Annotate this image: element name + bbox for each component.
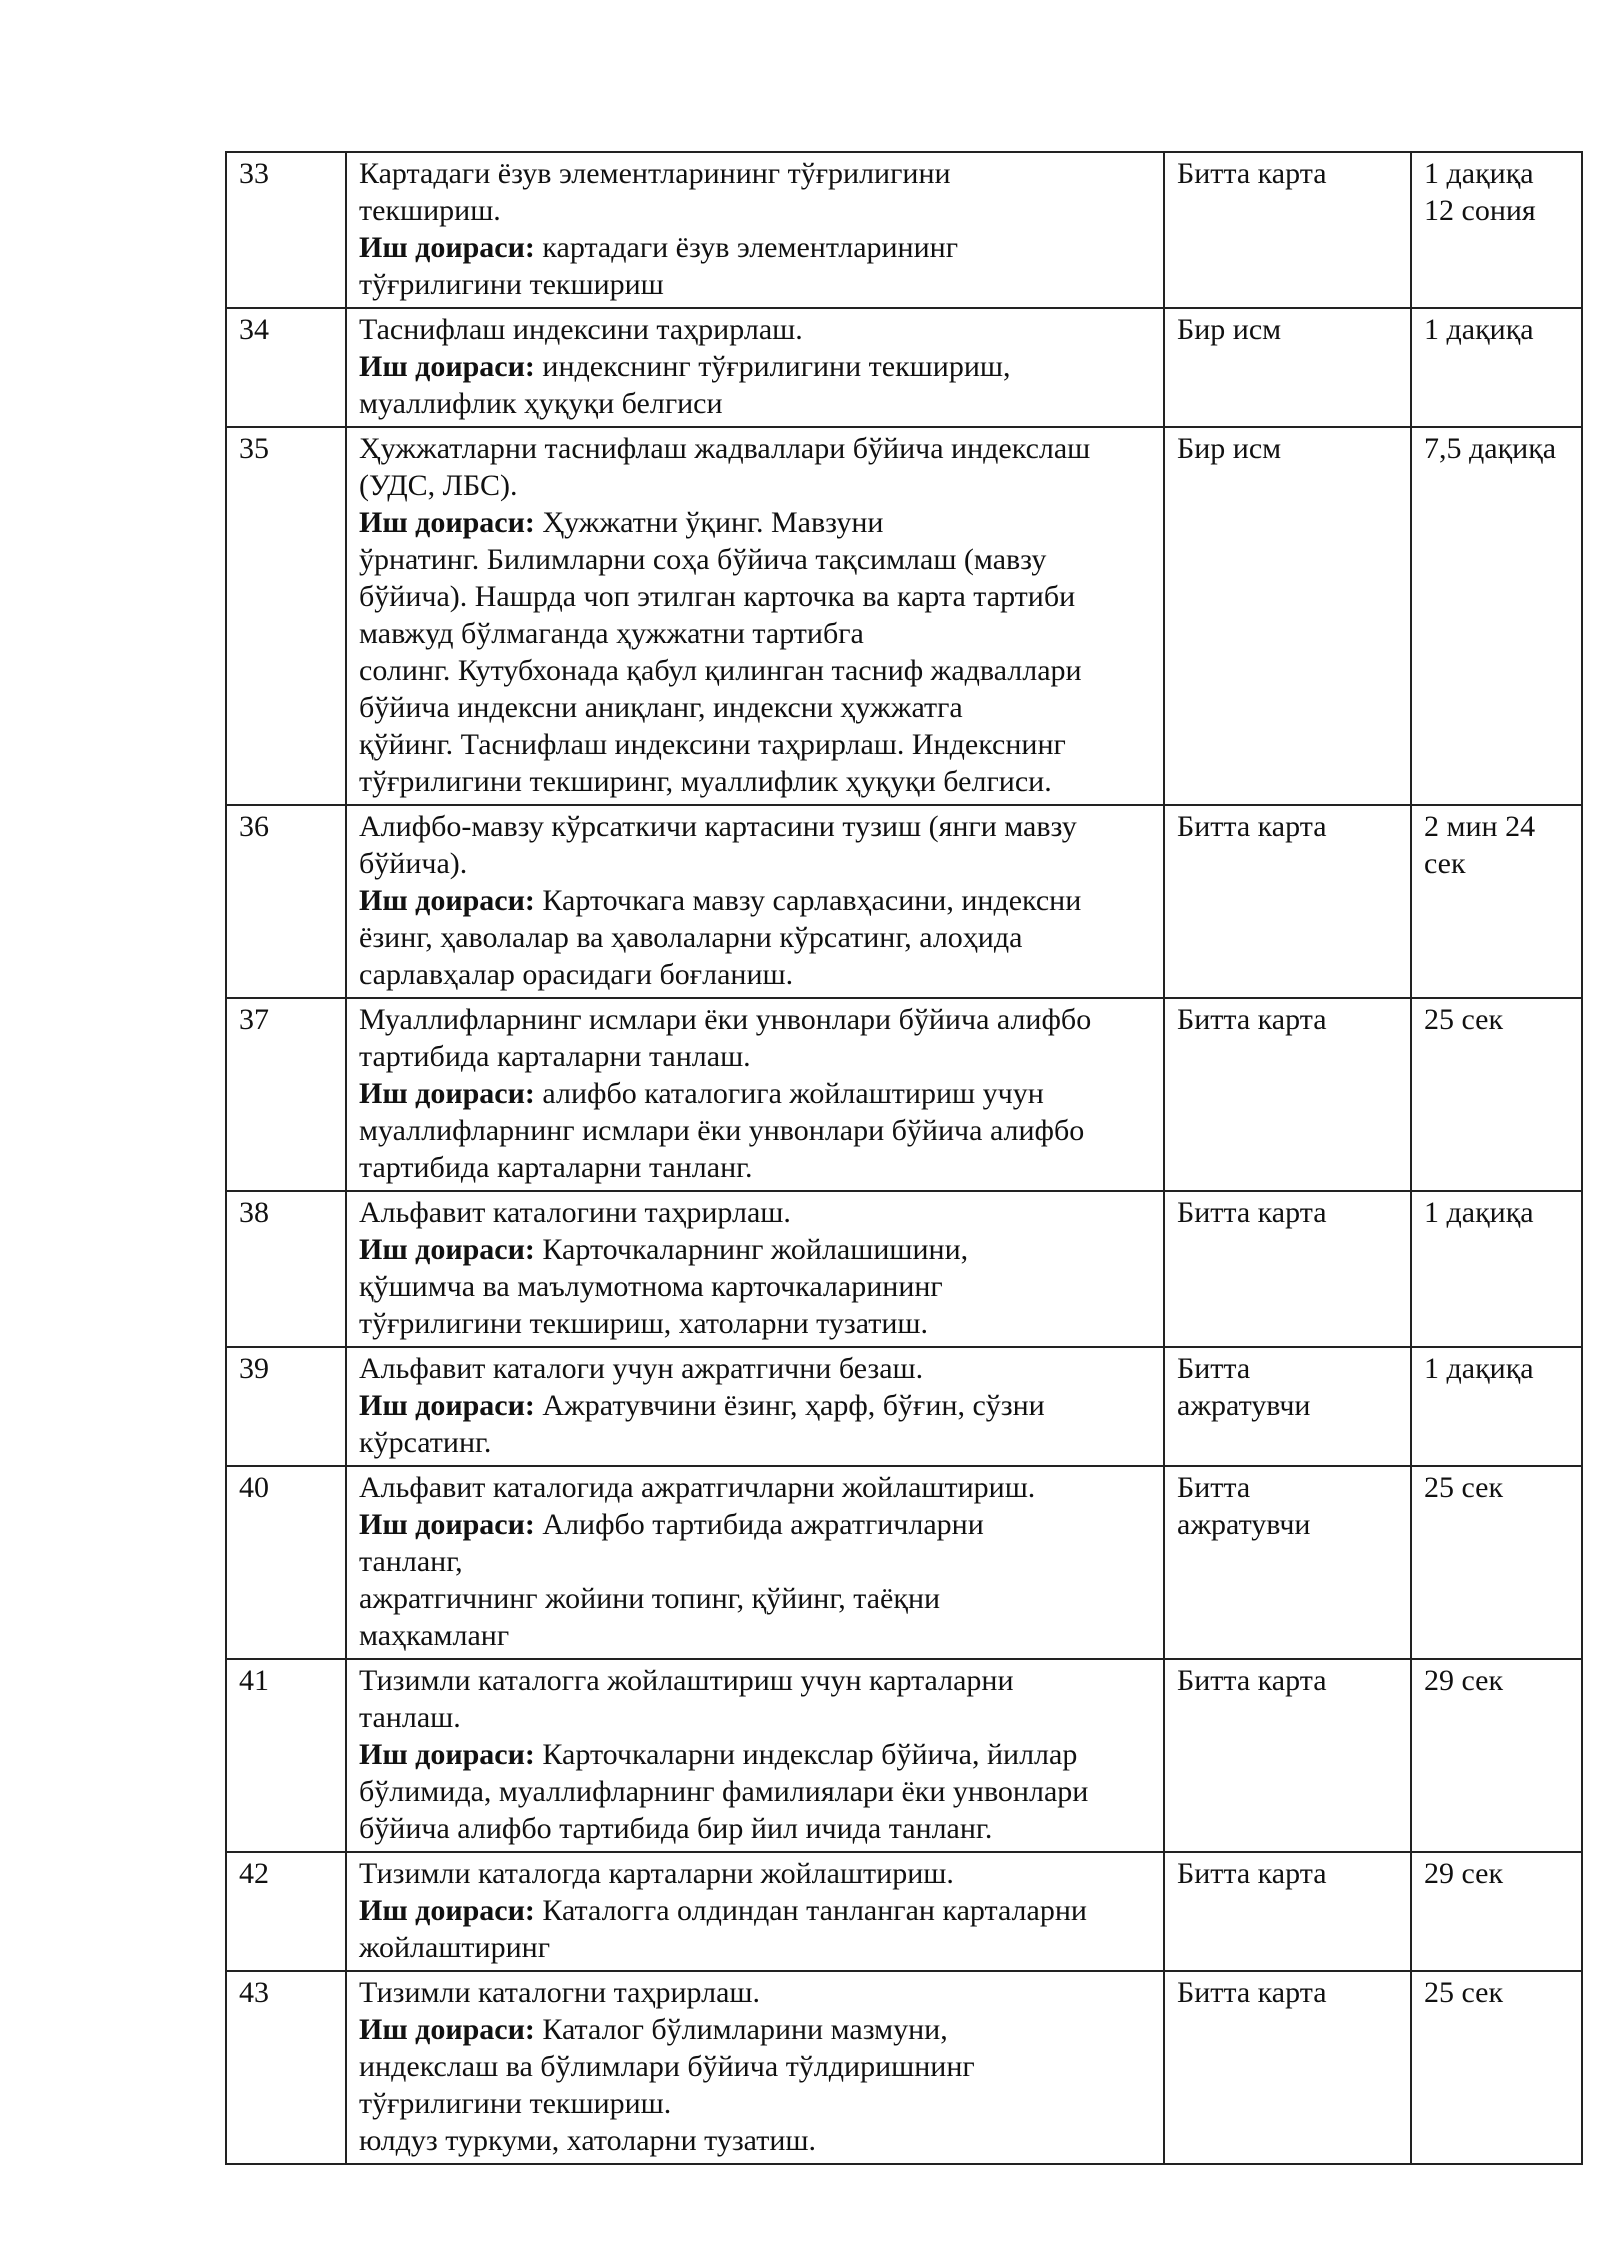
description-line [359, 726, 1151, 763]
description-line [359, 882, 1151, 919]
table-row [226, 1347, 1582, 1466]
norms-table-body [226, 152, 1582, 2164]
row-unit-cell [1164, 427, 1411, 805]
work-scope-label: Иш доираси: [359, 1738, 535, 1771]
time-line: 29 сек [1424, 1857, 1504, 1890]
unit-line: ажратувчи [1177, 1389, 1311, 1422]
description-text: сарлавҳалар орасидаги боғланиш. [359, 958, 794, 991]
description-line [359, 1974, 1151, 2011]
row-number-cell: 35 [226, 427, 346, 805]
description-text: ажратгичнинг жойини топинг, қўйинг, таёқни [359, 1582, 941, 1615]
table-row [226, 1852, 1582, 1971]
description-line [359, 689, 1151, 726]
unit-line: Бир исм [1177, 313, 1282, 346]
description-line [359, 348, 1151, 385]
norms-table [225, 151, 1583, 2165]
row-unit-cell [1164, 1971, 1411, 2164]
description-text: бўйича алифбо тартибида бир йил ичида танланг. [359, 1812, 993, 1845]
row-time-cell [1411, 308, 1582, 427]
table-row [226, 1659, 1582, 1852]
time-line: 1 дақиқа [1424, 157, 1534, 190]
table-row [226, 1466, 1582, 1659]
unit-line: Битта карта [1177, 1976, 1327, 2009]
description-text: жойлаштиринг [359, 1931, 551, 1964]
row-description-cell [346, 152, 1164, 308]
description-line [359, 155, 1151, 192]
description-text: тўғрилигини текширинг, муаллифлик ҳуқуқи белгиси. [359, 765, 1052, 798]
time-line: 2 мин 24 [1424, 810, 1536, 843]
row-time-cell [1411, 1971, 1582, 2164]
description-text: бўйича индексни аниқланг, индексни ҳужжатга [359, 691, 963, 724]
time-line: 29 сек [1424, 1664, 1504, 1697]
description-line [359, 541, 1151, 578]
description-text: Ҳужжатларни таснифлаш жадваллари бўйича индекслаш [359, 432, 1091, 465]
description-text: Таснифлаш индексини таҳрирлаш. [359, 313, 803, 346]
description-text: картадаги ёзув элементларининг [534, 231, 959, 264]
description-line [359, 2122, 1151, 2159]
row-time-cell [1411, 998, 1582, 1191]
row-number-cell: 42 [226, 1852, 346, 1971]
time-line: 25 сек [1424, 1976, 1504, 2009]
description-line [359, 1699, 1151, 1736]
description-text: Алифбо тартибида ажратгичларни [534, 1508, 984, 1541]
description-line [359, 385, 1151, 422]
unit-line: Битта карта [1177, 810, 1327, 843]
row-description-cell [346, 998, 1164, 1191]
row-time-cell [1411, 427, 1582, 805]
table-row [226, 1971, 1582, 2164]
row-number-cell: 43 [226, 1971, 346, 2164]
description-text: мавжуд бўлмаганда ҳужжатни тартибга [359, 617, 864, 650]
row-description-cell [346, 1191, 1164, 1347]
unit-line: Битта карта [1177, 157, 1327, 190]
description-line [359, 1662, 1151, 1699]
table-row [226, 152, 1582, 308]
description-text: текшириш. [359, 194, 501, 227]
row-time-cell [1411, 152, 1582, 308]
description-text: қўйинг. Таснифлаш индексини таҳрирлаш. Индекснинг [359, 728, 1066, 761]
description-line [359, 1149, 1151, 1186]
description-line [359, 1075, 1151, 1112]
row-number-cell: 38 [226, 1191, 346, 1347]
unit-line: Битта карта [1177, 1857, 1327, 1890]
description-line [359, 430, 1151, 467]
time-line: 25 сек [1424, 1471, 1504, 1504]
row-description-cell [346, 805, 1164, 998]
description-text: маҳкамланг [359, 1619, 510, 1652]
description-text: Каталогга олдиндан танланган карталарни [534, 1894, 1087, 1927]
row-description-cell [346, 1659, 1164, 1852]
table-row [226, 427, 1582, 805]
row-time-cell [1411, 1347, 1582, 1466]
description-text: тартибида карталарни танланг. [359, 1151, 753, 1184]
description-text: Тизимли каталогни таҳрирлаш. [359, 1976, 760, 2009]
description-line [359, 1038, 1151, 1075]
description-line [359, 1469, 1151, 1506]
row-time-cell [1411, 1466, 1582, 1659]
row-time-cell [1411, 1191, 1582, 1347]
row-unit-cell [1164, 152, 1411, 308]
description-line [359, 1112, 1151, 1149]
row-time-cell [1411, 805, 1582, 998]
description-text: солинг. Кутубхонада қабул қилинган тасниф жадваллари [359, 654, 1082, 687]
table-row [226, 1191, 1582, 1347]
work-scope-label: Иш доираси: [359, 231, 535, 264]
work-scope-label: Иш доираси: [359, 884, 535, 917]
row-unit-cell [1164, 805, 1411, 998]
description-text: Картадаги ёзув элементларининг тўғрилигини [359, 157, 951, 190]
description-text: Тизимли каталогда карталарни жойлаштириш. [359, 1857, 954, 1890]
unit-line: Битта [1177, 1352, 1251, 1385]
description-text: тартибида карталарни танлаш. [359, 1040, 751, 1073]
description-line [359, 1773, 1151, 1810]
description-text: индекснинг тўғрилигини текшириш, [534, 350, 1011, 383]
unit-line: Битта карта [1177, 1664, 1327, 1697]
description-line [359, 1855, 1151, 1892]
description-line [359, 1268, 1151, 1305]
work-scope-label: Иш доираси: [359, 1233, 535, 1266]
time-line: 1 дақиқа [1424, 313, 1534, 346]
description-text: Муаллифларнинг исмлари ёки унвонлари бўйича алифбо [359, 1003, 1092, 1036]
description-line [359, 229, 1151, 266]
description-line [359, 919, 1151, 956]
description-line [359, 2011, 1151, 2048]
time-line: 12 сония [1424, 194, 1536, 227]
row-time-cell [1411, 1852, 1582, 1971]
description-text: Альфавит каталогида ажратгичларни жойлаштириш. [359, 1471, 1036, 1504]
description-text: кўрсатинг. [359, 1426, 492, 1459]
work-scope-label: Иш доираси: [359, 506, 535, 539]
description-text: ёзинг, ҳаволалар ва ҳаволаларни кўрсатинг, алоҳида [359, 921, 1023, 954]
description-line [359, 1543, 1151, 1580]
time-line: 1 дақиқа [1424, 1352, 1534, 1385]
description-text: Карточкага мавзу сарлавҳасини, индексни [534, 884, 1082, 917]
unit-line: ажратувчи [1177, 1508, 1311, 1541]
table-row [226, 805, 1582, 998]
description-text: танланг, [359, 1545, 463, 1578]
row-unit-cell [1164, 1466, 1411, 1659]
description-text: алифбо каталогига жойлаштириш учун [534, 1077, 1044, 1110]
unit-line: Бир исм [1177, 432, 1282, 465]
description-text: тўғрилигини текшириш [359, 268, 664, 301]
description-text: юлдуз туркуми, хатоларни тузатиш. [359, 2124, 816, 2157]
row-description-cell [346, 427, 1164, 805]
description-line [359, 1736, 1151, 1773]
row-number-cell: 36 [226, 805, 346, 998]
row-time-cell [1411, 1659, 1582, 1852]
description-line [359, 2085, 1151, 2122]
time-line: 25 сек [1424, 1003, 1504, 1036]
description-text: Альфавит каталогини таҳрирлаш. [359, 1196, 791, 1229]
description-line [359, 652, 1151, 689]
description-text: танлаш. [359, 1701, 461, 1734]
unit-line: Битта карта [1177, 1003, 1327, 1036]
description-line [359, 615, 1151, 652]
time-line: 1 дақиқа [1424, 1196, 1534, 1229]
work-scope-label: Иш доираси: [359, 1389, 535, 1422]
work-scope-label: Иш доираси: [359, 350, 535, 383]
description-text: Алифбо-мавзу кўрсаткичи картасини тузиш (янги мавзу [359, 810, 1077, 843]
description-line [359, 311, 1151, 348]
description-line [359, 1617, 1151, 1654]
unit-line: Битта [1177, 1471, 1251, 1504]
description-text: индекслаш ва бўлимлари бўйича тўлдиришнинг [359, 2050, 975, 2083]
time-line: 7,5 дақиқа [1424, 432, 1557, 465]
description-text: Каталог бўлимларини мазмуни, [534, 2013, 948, 2046]
row-unit-cell [1164, 1659, 1411, 1852]
description-text: бўлимида, муаллифларнинг фамилиялари ёки унвонлари [359, 1775, 1089, 1808]
description-text: бўйича). [359, 847, 468, 880]
row-number-cell: 39 [226, 1347, 346, 1466]
row-number-cell: 33 [226, 152, 346, 308]
description-line [359, 266, 1151, 303]
description-text: ўрнатинг. Билимларни соҳа бўйича тақсимлаш (мавзу [359, 543, 1047, 576]
description-line [359, 2048, 1151, 2085]
description-line [359, 1810, 1151, 1847]
description-text: Альфавит каталоги учун ажратгични безаш. [359, 1352, 924, 1385]
row-number-cell: 41 [226, 1659, 346, 1852]
description-line [359, 845, 1151, 882]
row-description-cell [346, 1971, 1164, 2164]
row-description-cell [346, 1466, 1164, 1659]
row-unit-cell [1164, 1852, 1411, 1971]
row-number-cell: 37 [226, 998, 346, 1191]
work-scope-label: Иш доираси: [359, 1894, 535, 1927]
description-line [359, 1580, 1151, 1617]
row-number-cell: 34 [226, 308, 346, 427]
work-scope-label: Иш доираси: [359, 1077, 535, 1110]
description-text: тўғрилигини текшириш, хатоларни тузатиш. [359, 1307, 929, 1340]
time-line: сек [1424, 847, 1466, 880]
work-scope-label: Иш доираси: [359, 2013, 535, 2046]
description-line [359, 1001, 1151, 1038]
row-description-cell [346, 1852, 1164, 1971]
description-line [359, 504, 1151, 541]
description-line [359, 192, 1151, 229]
description-line [359, 1231, 1151, 1268]
description-line [359, 1929, 1151, 1966]
description-line [359, 1387, 1151, 1424]
row-unit-cell [1164, 308, 1411, 427]
description-line [359, 808, 1151, 845]
description-line [359, 1350, 1151, 1387]
description-line [359, 1424, 1151, 1461]
row-unit-cell [1164, 998, 1411, 1191]
description-line [359, 1892, 1151, 1929]
description-text: (УДС, ЛБС). [359, 469, 518, 502]
description-text: Карточкаларнинг жойлашишини, [534, 1233, 969, 1266]
description-text: Тизимли каталогга жойлаштириш учун карталарни [359, 1664, 1014, 1697]
description-text: Карточкаларни индекслар бўйича, йиллар [534, 1738, 1078, 1771]
description-text: муаллифларнинг исмлари ёки унвонлари бўйича алифбо [359, 1114, 1085, 1147]
description-text: Ажратувчини ёзинг, ҳарф, бўғин, сўзни [534, 1389, 1045, 1422]
description-text: тўғрилигини текшириш. [359, 2087, 672, 2120]
work-scope-label: Иш доираси: [359, 1508, 535, 1541]
unit-line: Битта карта [1177, 1196, 1327, 1229]
description-line [359, 467, 1151, 504]
description-text: Ҳужжатни ўқинг. Мавзуни [534, 506, 884, 539]
description-text: бўйича). Нашрда чоп этилган карточка ва карта тартиби [359, 580, 1076, 613]
row-number-cell: 40 [226, 1466, 346, 1659]
row-description-cell [346, 1347, 1164, 1466]
table-row [226, 998, 1582, 1191]
description-text: муаллифлик ҳуқуқи белгиси [359, 387, 723, 420]
row-unit-cell [1164, 1191, 1411, 1347]
description-line [359, 956, 1151, 993]
description-line [359, 1506, 1151, 1543]
row-unit-cell [1164, 1347, 1411, 1466]
description-text: қўшимча ва маълумотнома карточкаларининг [359, 1270, 943, 1303]
description-line [359, 578, 1151, 615]
description-line [359, 763, 1151, 800]
row-description-cell [346, 308, 1164, 427]
description-line [359, 1305, 1151, 1342]
table-row [226, 308, 1582, 427]
description-line [359, 1194, 1151, 1231]
